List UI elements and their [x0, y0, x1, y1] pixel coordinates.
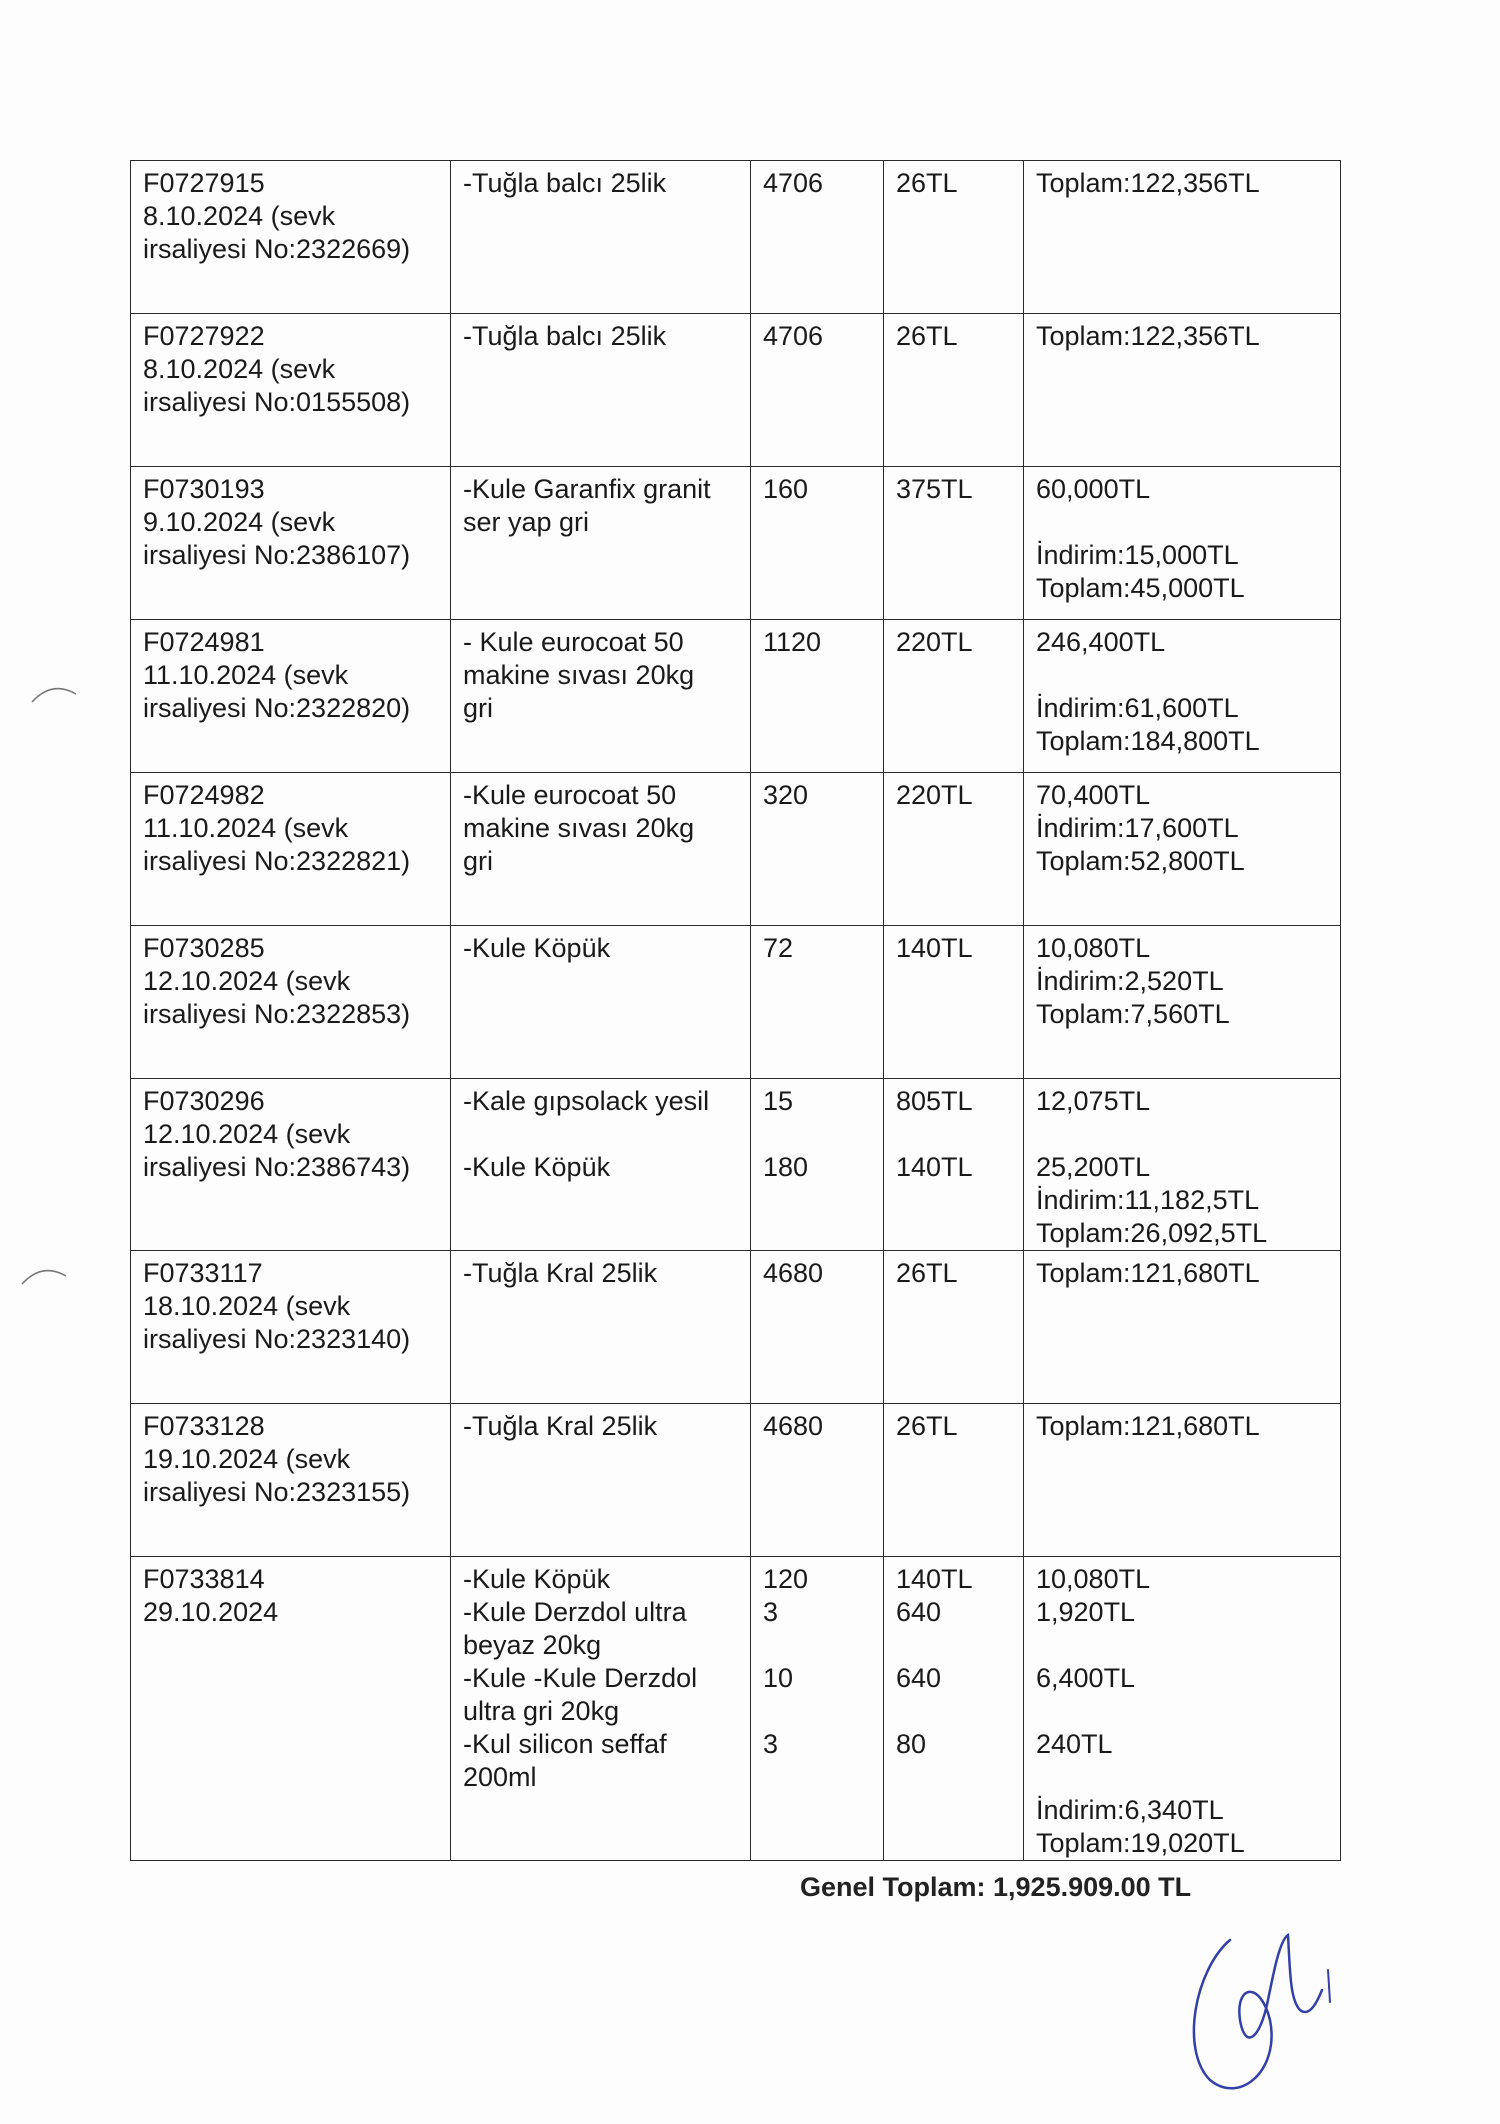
quantity-cell: 4706	[751, 314, 884, 467]
unit-price-cell: 220TL	[884, 620, 1024, 773]
quantity-cell: 120 3 10 3	[751, 1557, 884, 1861]
unit-price-cell: 140TL	[884, 926, 1024, 1079]
quantity-cell: 1120	[751, 620, 884, 773]
table-row	[131, 467, 1341, 620]
total-cell: 10,080TL İndirim:2,520TL Toplam:7,560TL	[1024, 926, 1341, 1079]
total-cell: 70,400TL İndirim:17,600TL Toplam:52,800TL	[1024, 773, 1341, 926]
table-row	[131, 926, 1341, 1079]
signature-icon	[1160, 1880, 1350, 2100]
unit-price-cell: 26TL	[884, 161, 1024, 314]
product-cell: -Kale gıpsolack yesil -Kule Köpük	[451, 1079, 751, 1251]
unit-price-cell: 140TL 640 640 80	[884, 1557, 1024, 1861]
total-cell: 246,400TL İndirim:61,600TL Toplam:184,800TL	[1024, 620, 1341, 773]
invoice-cell: F0733117 18.10.2024 (sevk irsaliyesi No:2323140)	[131, 1251, 451, 1404]
total-cell: 12,075TL 25,200TL İndirim:11,182,5TL Toplam:26,092,5TL	[1024, 1079, 1341, 1251]
product-cell: -Kule Garanfix granit ser yap gri	[451, 467, 751, 620]
table-row	[131, 161, 1341, 314]
product-cell: - Kule eurocoat 50 makine sıvası 20kg gri	[451, 620, 751, 773]
product-cell: -Tuğla balcı 25lik	[451, 161, 751, 314]
invoice-table	[130, 160, 1341, 1861]
total-cell: 10,080TL 1,920TL 6,400TL 240TL İndirim:6,340TL Toplam:19,020TL	[1024, 1557, 1341, 1861]
table-row	[131, 1404, 1341, 1557]
invoice-cell: F0727922 8.10.2024 (sevk irsaliyesi No:0155508)	[131, 314, 451, 467]
product-cell: -Tuğla Kral 25lik	[451, 1251, 751, 1404]
invoice-cell: F0733814 29.10.2024	[131, 1557, 451, 1861]
total-cell: Toplam:121,680TL	[1024, 1251, 1341, 1404]
total-cell: Toplam:122,356TL	[1024, 161, 1341, 314]
grand-total: Genel Toplam: 1,925.909.00 TL	[800, 1872, 1192, 1902]
product-cell: -Kule Köpük -Kule Derzdol ultra beyaz 20kg -Kule -Kule Derzdol ultra gri 20kg -Kul silicon seffaf 200ml	[451, 1557, 751, 1861]
invoice-cell: F0730296 12.10.2024 (sevk irsaliyesi No:2386743)	[131, 1079, 451, 1251]
product-cell: -Tuğla Kral 25lik	[451, 1404, 751, 1557]
unit-price-cell: 26TL	[884, 1251, 1024, 1404]
quantity-cell: 320	[751, 773, 884, 926]
quantity-cell: 72	[751, 926, 884, 1079]
invoice-cell: F0724982 11.10.2024 (sevk irsaliyesi No:2322821)	[131, 773, 451, 926]
unit-price-cell: 805TL 140TL	[884, 1079, 1024, 1251]
table-row	[131, 1251, 1341, 1404]
unit-price-cell: 26TL	[884, 1404, 1024, 1557]
product-cell: -Kule Köpük	[451, 926, 751, 1079]
table-row	[131, 314, 1341, 467]
table-row	[131, 620, 1341, 773]
invoice-cell: F0730285 12.10.2024 (sevk irsaliyesi No:2322853)	[131, 926, 451, 1079]
invoice-cell: F0730193 9.10.2024 (sevk irsaliyesi No:2386107)	[131, 467, 451, 620]
quantity-cell: 15 180	[751, 1079, 884, 1251]
quantity-cell: 4680	[751, 1251, 884, 1404]
table-row	[131, 773, 1341, 926]
unit-price-cell: 375TL	[884, 467, 1024, 620]
product-cell: -Kule eurocoat 50 makine sıvası 20kg gri	[451, 773, 751, 926]
total-cell: Toplam:121,680TL	[1024, 1404, 1341, 1557]
total-cell: Toplam:122,356TL	[1024, 314, 1341, 467]
total-cell: 60,000TL İndirim:15,000TL Toplam:45,000TL	[1024, 467, 1341, 620]
table-row	[131, 1557, 1341, 1861]
unit-price-cell: 26TL	[884, 314, 1024, 467]
invoice-cell: F0727915 8.10.2024 (sevk irsaliyesi No:2322669)	[131, 161, 451, 314]
invoice-cell: F0724981 11.10.2024 (sevk irsaliyesi No:2322820)	[131, 620, 451, 773]
punch-hole-mark-icon	[20, 1262, 70, 1286]
table-row	[131, 1079, 1341, 1251]
invoice-cell: F0733128 19.10.2024 (sevk irsaliyesi No:2323155)	[131, 1404, 451, 1557]
punch-hole-mark-icon	[30, 680, 80, 704]
unit-price-cell: 220TL	[884, 773, 1024, 926]
quantity-cell: 4680	[751, 1404, 884, 1557]
product-cell: -Tuğla balcı 25lik	[451, 314, 751, 467]
quantity-cell: 160	[751, 467, 884, 620]
quantity-cell: 4706	[751, 161, 884, 314]
